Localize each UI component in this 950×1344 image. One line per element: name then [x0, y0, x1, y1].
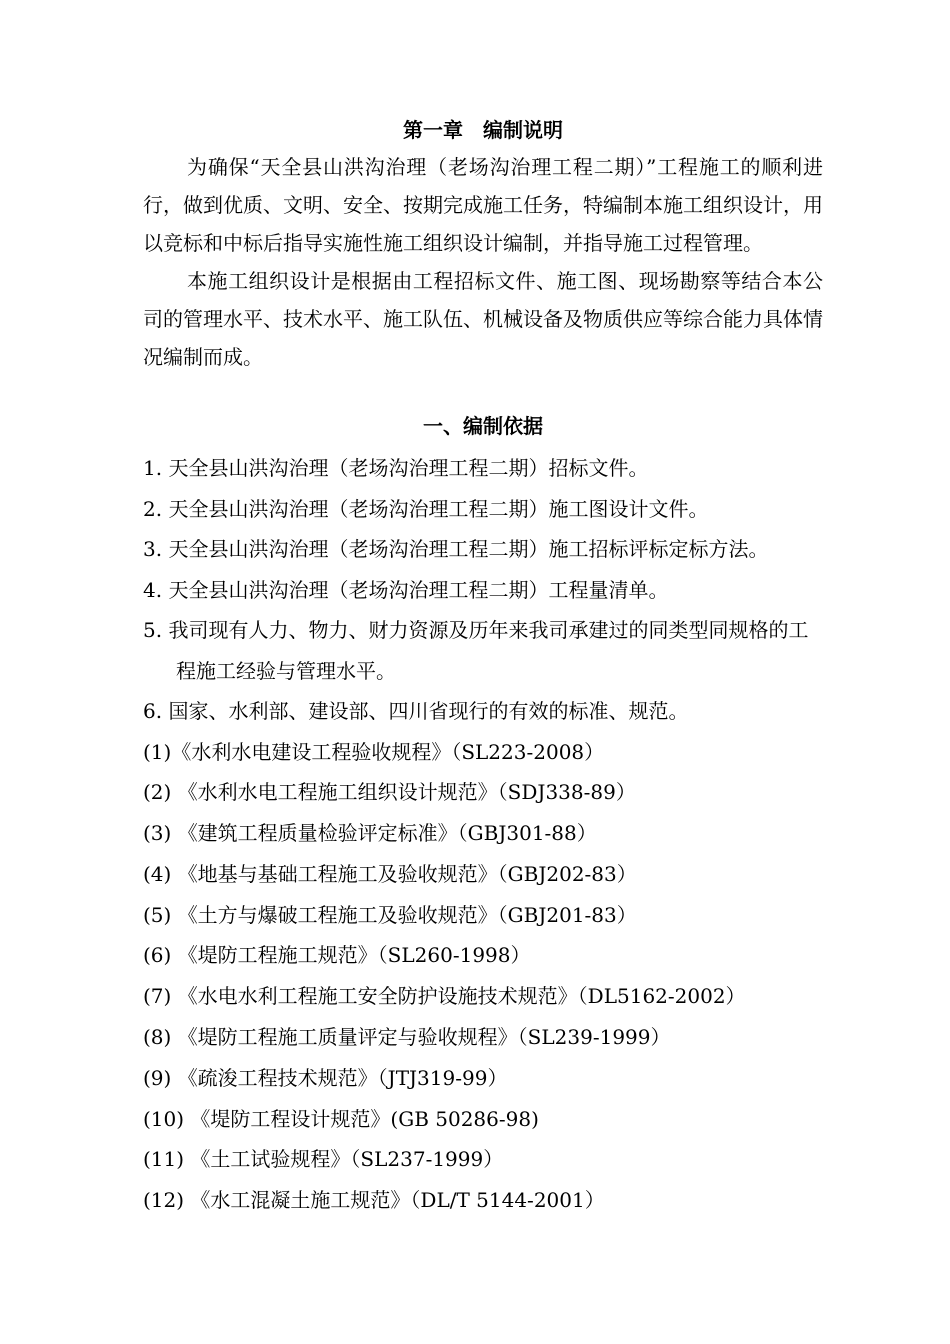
basis-item-3: 3. 天全县山洪沟治理（老场沟治理工程二期）施工招标评标定标方法。 [143, 537, 769, 561]
standard-item-1: (1)《水利水电建设工程验收规程》（SL223-2008） [143, 739, 605, 764]
standard-item-12: (12) 《水工混凝土施工规范》（DL/T 5144-2001） [143, 1188, 605, 1213]
chapter-title: 第一章 编制说明 [403, 118, 563, 142]
intro-paragraph-2: 本施工组织设计是根据由工程招标文件、施工图、现场勘察等结合本公司的管理水平、技术水平、施工队伍、机械设备及物质供应等综合能力具体情况编制而成。 [143, 269, 823, 369]
basis-item-2: 2. 天全县山洪沟治理（老场沟治理工程二期）施工图设计文件。 [143, 496, 709, 521]
page-content [143, 112, 823, 1221]
standard-item-11: (11) 《土工试验规程》（SL237-1999） [143, 1147, 504, 1172]
basis-item-4: 4. 天全县山洪沟治理（老场沟治理工程二期）工程量清单。 [143, 577, 669, 602]
standard-item-8: (8) 《堤防工程施工质量评定与验收规程》（SL239-1999） [143, 1025, 671, 1050]
standard-item-3: (3) 《建筑工程质量检验评定标准》（GBJ301-88） [143, 821, 597, 846]
standard-item-9: (9) 《疏浚工程技术规范》（JTJ319-99） [143, 1065, 508, 1090]
standard-item-2: (2) 《水利水电工程施工组织设计规范》（SDJ338-89） [143, 780, 636, 805]
standard-item-10: (10) 《堤防工程设计规范》(GB 50286-98) [143, 1106, 539, 1131]
section-title: 一、编制依据 [423, 414, 543, 438]
basis-item-1: 1. 天全县山洪沟治理（老场沟治理工程二期）招标文件。 [143, 456, 649, 480]
standards-list [143, 732, 823, 1222]
basis-list [143, 448, 823, 732]
basis-item-5: 5. 我司现有人力、物力、财力资源及历年来我司承建过的同类型同规格的工程施工经验与管理水平。 [143, 618, 809, 683]
standard-item-7: (7) 《水电水利工程施工安全防护设施技术规范》（DL5162-2002） [143, 984, 746, 1009]
basis-item-6: 6. 国家、水利部、建设部、四川省现行的有效的标准、规范。 [143, 699, 689, 723]
intro-paragraph-1: 为确保“天全县山洪沟治理（老场沟治理工程二期）”工程施工的顺利进行，做到优质、文明、安全、按期完成施工任务，特编制本施工组织设计，用以竞标和中标后指导实施性施工组织设计编制，并指导施工过程管理。 [143, 155, 823, 255]
standard-item-5: (5) 《土方与爆破工程施工及验收规范》（GBJ201-83） [143, 902, 637, 927]
standard-item-4: (4) 《地基与基础工程施工及验收规范》（GBJ202-83） [143, 861, 637, 886]
standard-item-6: (6) 《堤防工程施工规范》（SL260-1998） [143, 943, 531, 968]
